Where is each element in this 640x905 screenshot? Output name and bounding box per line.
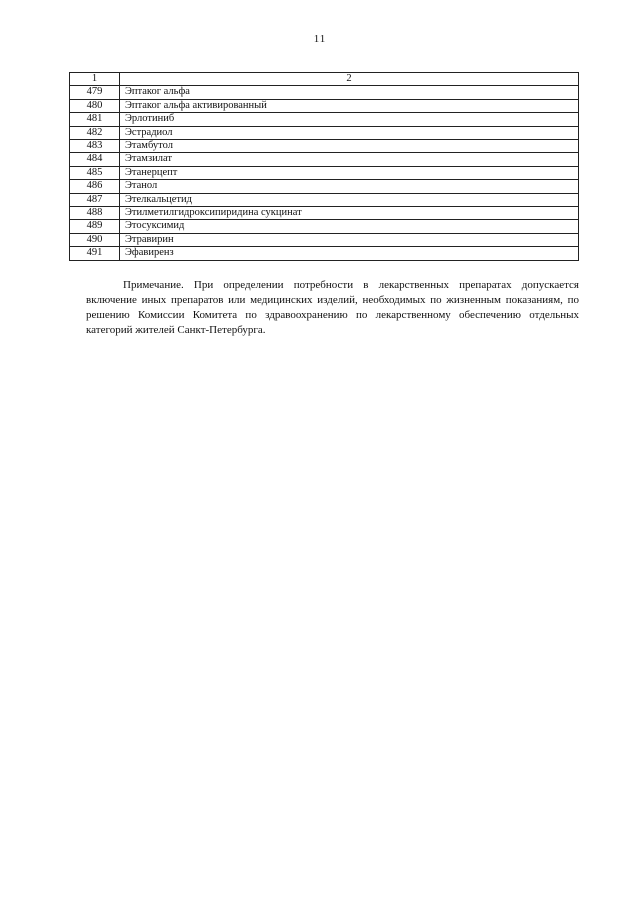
row-number: 479 — [70, 86, 120, 99]
drug-name: Этелкальцетид — [120, 193, 579, 206]
drug-name: Эстрадиол — [120, 126, 579, 139]
table-row — [70, 140, 579, 153]
row-number: 486 — [70, 180, 120, 193]
table-row — [70, 166, 579, 179]
drug-name: Эфавиренз — [120, 247, 579, 260]
table-row — [70, 193, 579, 206]
row-number: 481 — [70, 113, 120, 126]
table-row — [70, 247, 579, 260]
drug-name: Этамзилат — [120, 153, 579, 166]
drug-name: Этосуксимид — [120, 220, 579, 233]
drug-name: Этравирин — [120, 233, 579, 246]
row-number: 491 — [70, 247, 120, 260]
drug-name: Эптаког альфа активированный — [120, 99, 579, 112]
row-number: 488 — [70, 207, 120, 220]
row-number: 490 — [70, 233, 120, 246]
table-row — [70, 220, 579, 233]
row-number: 484 — [70, 153, 120, 166]
drug-name: Эптаког альфа — [120, 86, 579, 99]
drug-name: Эрлотиниб — [120, 113, 579, 126]
table-row — [70, 126, 579, 139]
row-number: 489 — [70, 220, 120, 233]
column-header-name: 2 — [120, 73, 579, 86]
table-row — [70, 86, 579, 99]
table-row — [70, 153, 579, 166]
drug-name: Этамбутол — [120, 140, 579, 153]
table-row — [70, 233, 579, 246]
drug-name: Этилметилгидроксипиридина сукцинат — [120, 207, 579, 220]
drug-name: Этанол — [120, 180, 579, 193]
drug-name: Этанерцепт — [120, 166, 579, 179]
table-header-row — [70, 73, 579, 86]
column-header-number: 1 — [70, 73, 120, 86]
row-number: 482 — [70, 126, 120, 139]
table-row — [70, 207, 579, 220]
drug-list-table — [69, 72, 579, 261]
row-number: 480 — [70, 99, 120, 112]
note-paragraph: Примечание. При определении потребности в лекарственных препаратах допускается включение иных препаратов или медицинских изделий, необходимых по жизненным показаниям, по решению Комиссии Комитета по здравоохранению по лекарственному обеспечению отдельных категорий жителей Санкт-Петербурга. — [86, 279, 579, 336]
page-number: 11 — [313, 33, 327, 45]
table-row — [70, 180, 579, 193]
table-row — [70, 99, 579, 112]
table-row — [70, 113, 579, 126]
row-number: 483 — [70, 140, 120, 153]
row-number: 485 — [70, 166, 120, 179]
row-number: 487 — [70, 193, 120, 206]
